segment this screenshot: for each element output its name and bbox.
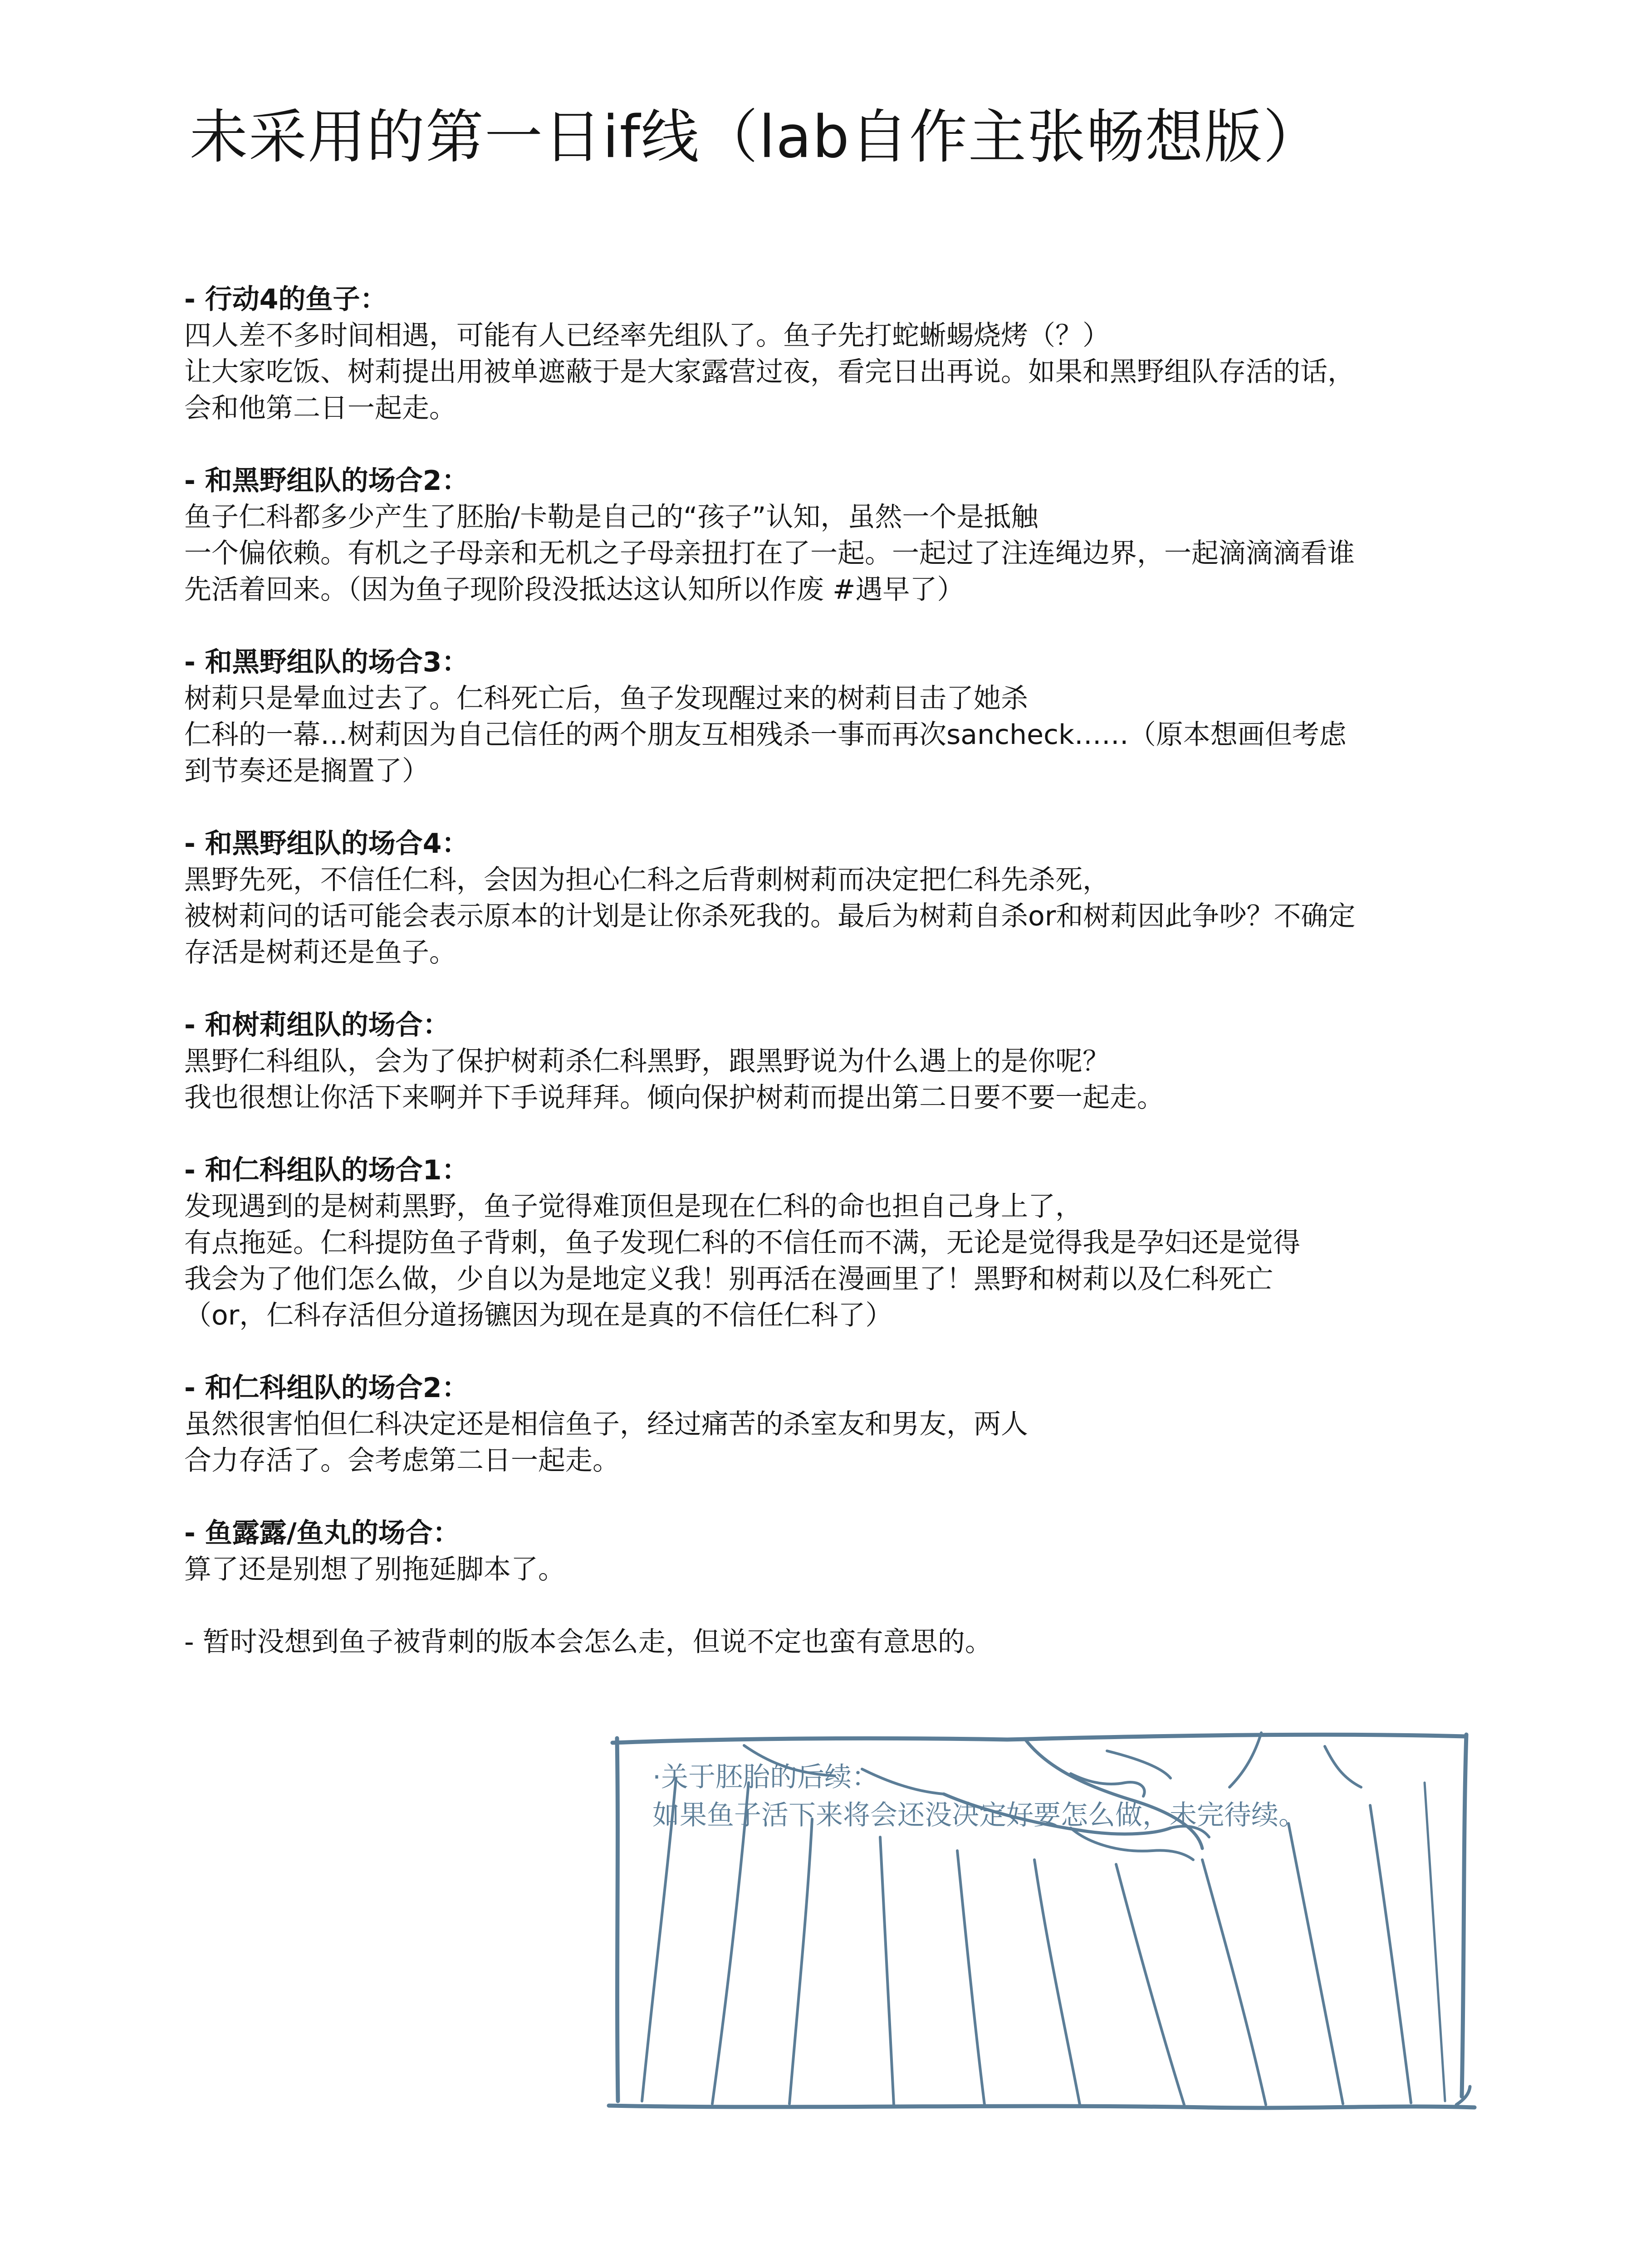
- section-nishina-1: [184, 1152, 1500, 1334]
- closing-note: - 暂时没想到鱼子被背刺的版本会怎么走，但说不定也蛮有意思的。: [184, 1626, 992, 1658]
- fold-line: [1288, 1823, 1343, 2104]
- section-line: 四人差不多时间相遇，可能有人已经率先组队了。鱼子先打蛇蜥蜴烧烤（？）: [184, 320, 1110, 352]
- scenario-list: [184, 281, 1500, 1660]
- section-line: 让大家吃饭、树莉提出用被单遮蔽于是大家露营过夜，看完日出再说。如果和黑野组队存活的话，: [184, 356, 1355, 388]
- section-heading: - 和树莉组队的场合：: [184, 1009, 450, 1041]
- section-heading: - 和黑野组队的场合3：: [184, 646, 469, 678]
- section-line: 仁科的一幕…树莉因为自己信任的两个朋友互相残杀一事而再次sancheck……（原本想画但考虑: [184, 719, 1347, 751]
- fold-line: [1116, 1864, 1184, 2105]
- fold-line: [1370, 1805, 1411, 2103]
- section-heading: - 和黑野组队的场合2：: [184, 465, 469, 497]
- section-yuro: [184, 1515, 1500, 1588]
- section-heading: - 行动4的鱼子：: [184, 284, 387, 315]
- section-juri: [184, 1007, 1500, 1116]
- section-line: 黑野先死，不信任仁科，会因为担心仁科之后背刺树莉而决定把仁科先杀死，: [184, 864, 1110, 896]
- fold-line: [1034, 1860, 1080, 2105]
- frame-left-stroke: [617, 1738, 618, 2101]
- section-line: 算了还是别想了别拖延脚本了。: [184, 1554, 565, 1585]
- section-line: 一个偏依赖。有机之子母亲和无机之子母亲扭打在了一起。一起过了注连绳边界，一起滴滴滴看谁: [184, 538, 1355, 569]
- sketch-panel: [599, 1715, 1479, 2114]
- section-kurono-2: [184, 463, 1500, 608]
- section-heading: - 鱼露露/鱼丸的场合：: [184, 1517, 460, 1549]
- sketch-note-heading: ·关于胚胎的后续：: [652, 1761, 879, 1793]
- section-line: 鱼子仁科都多少产生了胚胎/卡勒是自己的“孩子”认知，虽然一个是抵触: [184, 501, 1039, 533]
- section-line: 黑野仁科组队，会为了保护树莉杀仁科黑野，跟黑野说为什么遇上的是你呢？: [184, 1046, 1110, 1077]
- section-line: 虽然很害怕但仁科决定还是相信鱼子，经过痛苦的杀室友和男友，两人: [184, 1408, 1028, 1440]
- section-heading: - 和黑野组队的场合4：: [184, 828, 469, 860]
- section-line: 有点拖延。仁科提防鱼子背刺，鱼子发现仁科的不信任而不满，无论是觉得我是孕妇还是觉得: [184, 1227, 1300, 1259]
- section-line: 发现遇到的是树莉黑野，鱼子觉得难顶但是现在仁科的命也担自己身上了，: [184, 1191, 1083, 1222]
- section-line: 到节奏还是搁置了）: [184, 755, 429, 787]
- section-nishina-2: [184, 1370, 1500, 1479]
- section-heading: - 和仁科组队的场合2：: [184, 1372, 469, 1404]
- fold-line: [957, 1851, 985, 2105]
- section-line: 我也很想让你活下来啊并下手说拜拜。倾向保护树莉而提出第二日要不要一起走。: [184, 1082, 1164, 1114]
- section-line: 合力存活了。会考虑第二日一起走。: [184, 1445, 620, 1476]
- fold-line: [789, 1819, 812, 2104]
- section-kurono-3: [184, 644, 1500, 789]
- frame-right-stroke: [1462, 1735, 1466, 2097]
- section-line: 会和他第二日一起走。: [184, 392, 456, 424]
- hand-stroke: [1325, 1746, 1361, 1787]
- sketch-note: [652, 1758, 1306, 1834]
- sketch-note-body: 如果鱼子活下来将会还没决定好要怎么做，未完待续。: [652, 1799, 1306, 1831]
- section-line: 我会为了他们怎么做，少自以为是地定义我！别再活在漫画里了！黑野和树莉以及仁科死亡: [184, 1263, 1273, 1295]
- section-line: 先活着回来。（因为鱼子现阶段没抵达这认知所以作废 #遇早了）: [184, 574, 965, 606]
- frame-bottom-stroke: [609, 2106, 1475, 2108]
- frame-top-stroke: [612, 1735, 1465, 1743]
- section-kurono-4: [184, 826, 1500, 971]
- section-line: 被树莉问的话可能会表示原本的计划是让你杀死我的。最后为树莉自杀or和树莉因此争吵？不确定: [184, 900, 1356, 932]
- section-line: （or，仁科存活但分道扬镳因为现在是真的不信任仁科了）: [184, 1300, 893, 1331]
- section-line: 存活是树莉还是鱼子。: [184, 937, 456, 968]
- section-action4: [184, 281, 1500, 426]
- fold-line: [880, 1837, 894, 2105]
- page-title: 未采用的第一日if线（lab自作主张畅想版）: [190, 103, 1322, 171]
- fold-line: [1425, 1783, 1445, 2101]
- section-line: 树莉只是晕血过去了。仁科死亡后，鱼子发现醒过来的树莉目击了她杀: [184, 683, 1028, 714]
- fold-line: [1202, 1860, 1266, 2105]
- section-heading: - 和仁科组队的场合1：: [184, 1154, 469, 1186]
